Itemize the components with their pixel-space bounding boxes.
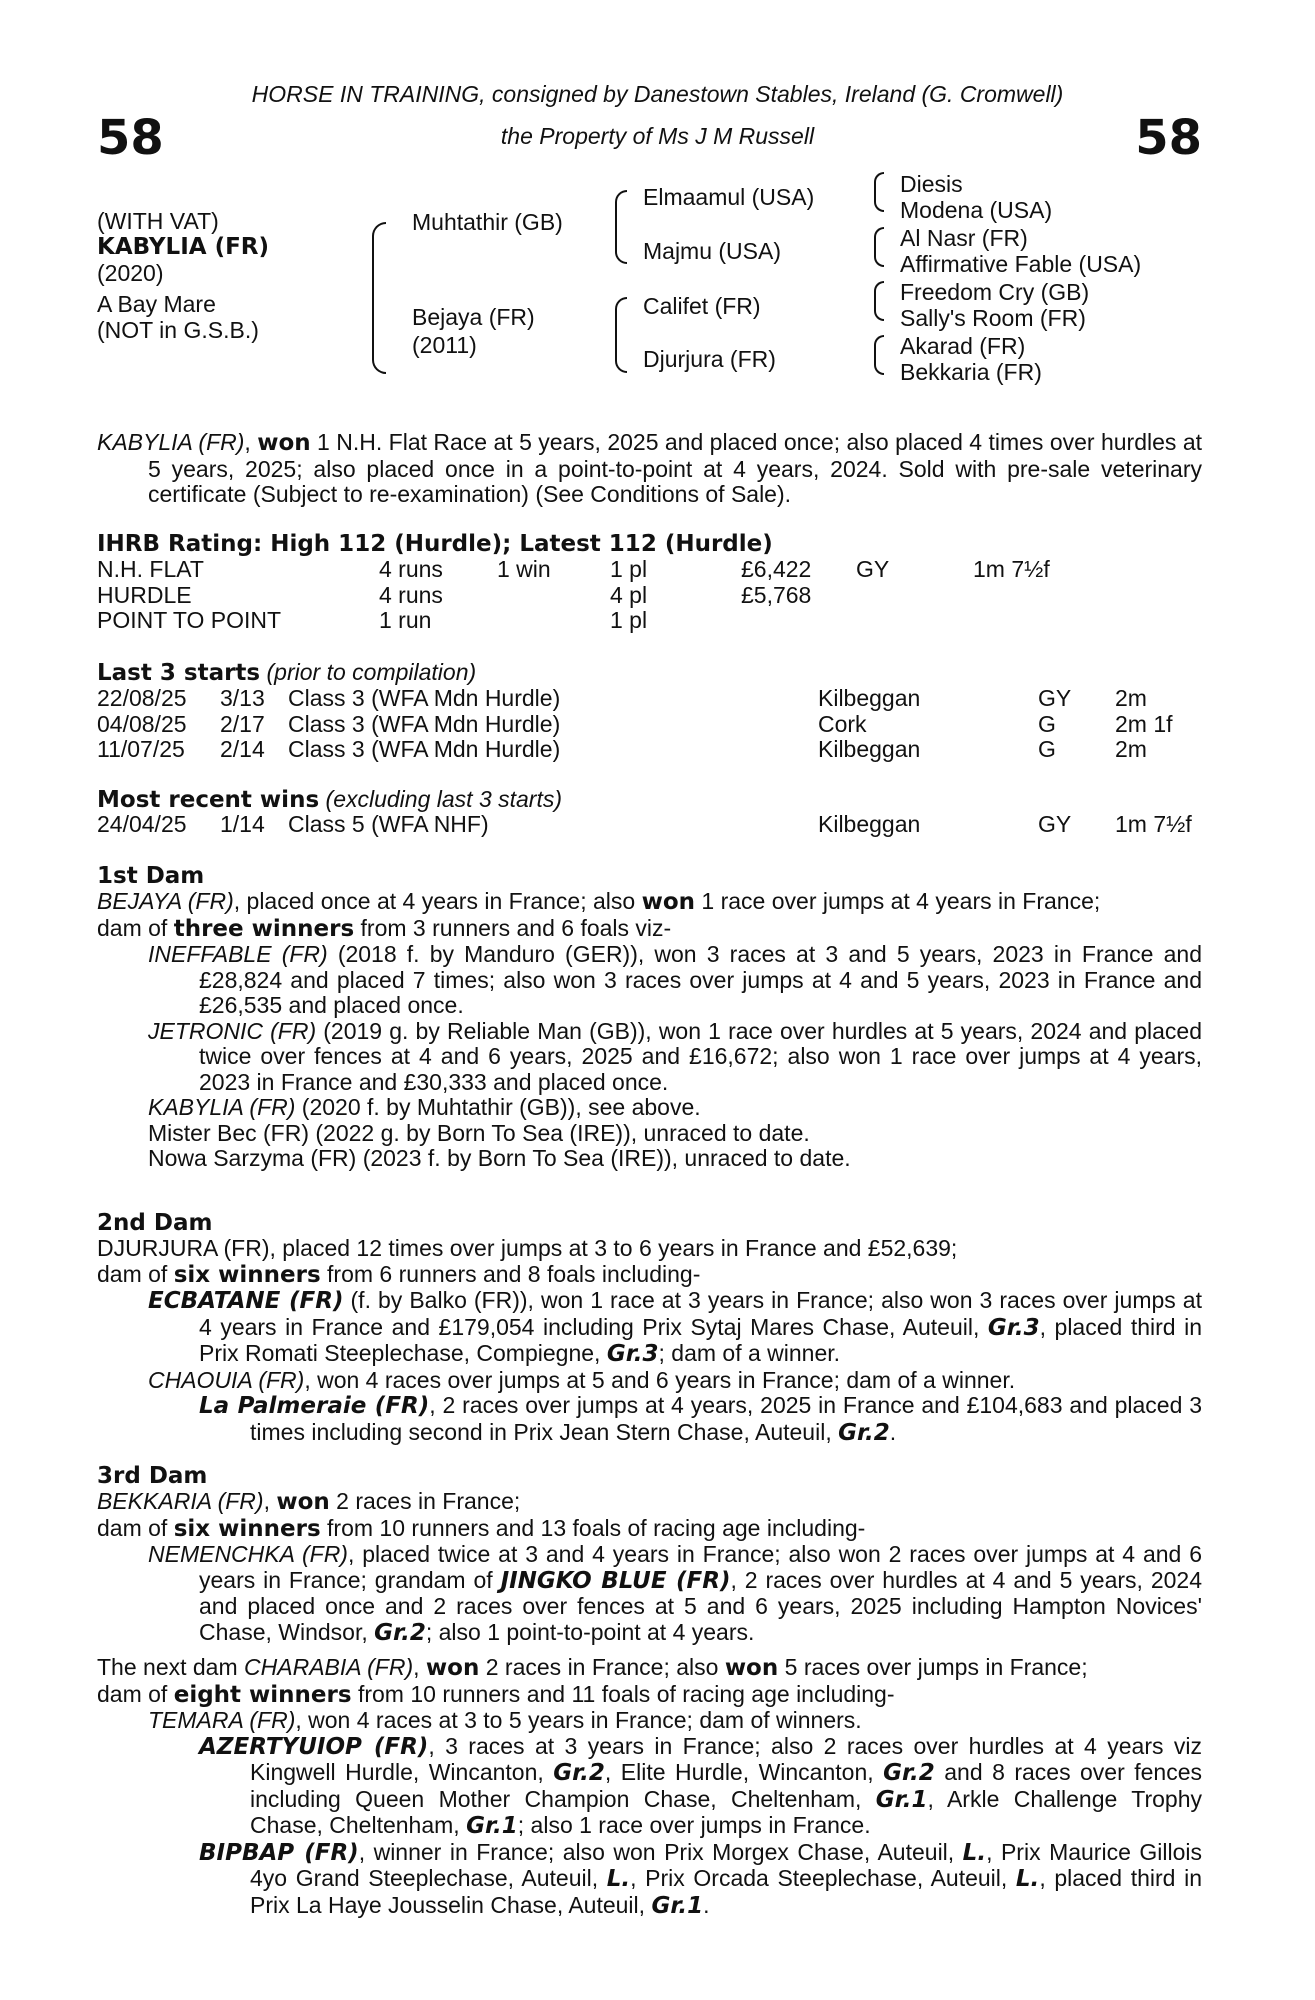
win-race: Class 5 (WFA NHF)	[288, 811, 489, 837]
grade-badge: Gr.1	[466, 1813, 518, 1839]
start-date: 11/07/25	[97, 736, 185, 762]
dam3-damof-2: from 10 runners and 13 foals of racing age including-	[320, 1514, 866, 1541]
pedigree-brace-gg1	[874, 172, 884, 212]
grade-badge: Gr.3	[606, 1341, 659, 1367]
ihrb-going: GY	[856, 556, 890, 582]
gg-affirmative-fable: Affirmative Fable (USA)	[900, 251, 1142, 277]
progeny-text: , winner in France; also won Prix Morgex Chase, Auteuil,	[358, 1838, 963, 1865]
dam1-intro-text-2: 1 race over jumps at 4 years in France;	[695, 888, 1101, 914]
progeny-name: INEFFABLE (FR)	[148, 941, 328, 967]
dam1-winners: three winners	[173, 915, 355, 942]
dam2-winners: six winners	[173, 1261, 321, 1288]
grade-badge: Gr.2	[374, 1619, 426, 1646]
ihrb-runs: 1 run	[379, 607, 432, 633]
dam1-heading: 1st Dam	[97, 863, 205, 889]
dam1-intro-text: , placed once at 4 years in France; also	[233, 888, 642, 914]
listed-badge: L.	[962, 1839, 987, 1866]
dam1-progeny-2	[148, 1019, 1202, 1096]
ihrb-runs: 4 runs	[379, 556, 443, 582]
dam2-damof-2: from 6 runners and 8 foals including-	[320, 1260, 701, 1287]
nextdam-won: won	[425, 1655, 480, 1681]
nextdam-section	[97, 1655, 1202, 1919]
progeny-name: NEMENCHKA (FR)	[148, 1541, 348, 1567]
recent-heading-line	[97, 787, 562, 814]
start-course: Kilbeggan	[818, 736, 921, 762]
dam2-section	[97, 1236, 1202, 1446]
nextdam-winners: eight winners	[173, 1681, 352, 1708]
progeny-text: (2019 g. by Reliable Man (GB)), won 1 race over hurdles at 5 years, 2024 and placed twice over fences at 4 and 6 years, 2025 and £16,672; also won 1 race over jumps at 4 years, 2023 in France and £30,333 and placed once.	[199, 1017, 1203, 1095]
win-date: 24/04/25	[97, 811, 187, 837]
progeny-text-5: ; also 1 race over jumps in France.	[517, 1812, 871, 1838]
start-position: 2/14	[220, 736, 265, 762]
dam1-progeny-1	[148, 942, 1202, 1019]
progeny-text: (2018 f. by Manduro (GER)), won 3 races at 3 and 5 years, 2023 in France and £28,824 and placed 7 times; also won 3 races over jumps at 4 and 5 years, 2023 in France and £26,535 and placed once.	[199, 941, 1202, 1018]
win-course: Kilbeggan	[818, 811, 921, 837]
nextdam-text: The next dam	[97, 1654, 245, 1680]
win-distance: 1m 7½f	[1115, 811, 1192, 837]
dam1-name: BEJAYA (FR)	[97, 888, 234, 914]
dam2-progeny-3	[148, 1393, 1202, 1446]
horse-description: A Bay Mare	[97, 291, 216, 317]
progeny-text-4: , placed third in Prix La Haye Jousselin Chase, Auteuil,	[250, 1865, 1202, 1918]
nextdam-text-4: 5 races over jumps in France;	[778, 1654, 1088, 1680]
horse-year: (2020)	[97, 260, 164, 286]
progeny-text: , 3 races at 3 years in France; also 2 races over hurdles at 4 years viz Kingwell Hurdle, Wincanton,	[250, 1732, 1202, 1785]
start-going: G	[1038, 710, 1056, 737]
ihrb-heading: IHRB Rating: High 112 (Hurdle); Latest 112 (Hurdle)	[97, 531, 773, 557]
progeny-name: AZERTYUIOP (FR)	[199, 1733, 429, 1760]
listed-badge: L.	[1015, 1866, 1040, 1892]
ihrb-type: N.H. FLAT	[97, 556, 204, 582]
nextdam-text-3: 2 races in France; also	[479, 1654, 725, 1680]
dam-sire: Califet (FR)	[643, 293, 761, 319]
gg-freedom-cry: Freedom Cry (GB)	[900, 279, 1090, 305]
dam3-section	[97, 1489, 1202, 1646]
progeny-text-2: , Prix Maurice Gillois 4yo Grand Steeplechase, Auteuil,	[250, 1838, 1202, 1891]
ihrb-wins: 1 win	[497, 556, 551, 582]
gg-akarad: Akarad (FR)	[900, 333, 1026, 359]
gg-sallys-room: Sally's Room (FR)	[900, 305, 1086, 331]
win-position: 1/14	[220, 811, 265, 837]
ihrb-money: £6,422	[741, 556, 812, 582]
ihrb-placed: 4 pl	[610, 581, 648, 608]
pedigree-brace-main	[372, 222, 386, 374]
dam1-won: won	[641, 889, 696, 915]
nextdam-progeny-3	[148, 1840, 1202, 1920]
ihrb-type: HURDLE	[97, 581, 192, 608]
grade-badge: Gr.3	[987, 1314, 1040, 1341]
dam3-name: BEKKARIA (FR)	[97, 1488, 264, 1514]
sire-dam: Majmu (USA)	[643, 238, 782, 264]
start-date: 22/08/25	[97, 685, 187, 711]
start-race: Class 3 (WFA Mdn Hurdle)	[288, 710, 561, 737]
ihrb-placed: 1 pl	[610, 556, 648, 582]
dam1-progeny-4: Mister Bec (FR) (2022 g. by Born To Sea (IRE)), unraced to date.	[148, 1119, 810, 1146]
progeny-text: (2020 f. by Muhtathir (GB)), see above.	[295, 1094, 701, 1120]
gsb-note: (NOT in G.S.B.)	[97, 317, 259, 343]
race-summary: KABYLIA (FR), won 1 N.H. Flat Race at 5 years, 2025 and placed once; also placed 4 times over hurdles at 5 years, 2025; also placed once in a point-to-point at 4 years, 2024. Sold with pre-sale veterinary certificate (Subject to re-examination) (See Conditions of Sale).	[97, 429, 1202, 507]
progeny-text-3: ; also 1 point-to-point at 4 years.	[425, 1618, 755, 1645]
progeny-text-5: .	[703, 1891, 710, 1918]
ihrb-money: £5,768	[741, 581, 812, 608]
dam3-intro-text: ,	[263, 1488, 277, 1514]
progeny-text: (f. by Balko (FR)), won 1 race at 3 years in France; also won 3 races over jumps at 4 years in France and £179,054 including Prix Sytaj Mares Chase, Auteuil,	[199, 1287, 1202, 1340]
pedigree-brace-gg2	[874, 227, 884, 267]
start-position: 3/13	[220, 685, 265, 711]
dam1-section	[97, 889, 1202, 1172]
progeny-text-3: , Prix Orcada Steeplechase, Auteuil,	[630, 1865, 1016, 1891]
start-going: G	[1038, 736, 1056, 762]
start-race: Class 3 (WFA Mdn Hurdle)	[288, 685, 561, 711]
progeny-text-3: and 8 races over fences including Queen Mother Champion Chase, Cheltenham,	[250, 1759, 1202, 1812]
grade-badge: Gr.1	[651, 1892, 704, 1919]
start-course: Cork	[818, 710, 867, 737]
dam2-damof: dam of	[97, 1260, 174, 1287]
progeny-text: , won 4 races at 3 to 5 years in France; dam of winners.	[295, 1707, 862, 1733]
last3-note: (prior to compilation)	[266, 659, 477, 685]
start-position: 2/17	[220, 710, 265, 737]
last3-heading-line	[97, 660, 476, 687]
listed-badge: L.	[606, 1866, 631, 1892]
dam3-heading: 3rd Dam	[97, 1463, 208, 1489]
progeny-name: BIPBAP (FR)	[199, 1839, 359, 1866]
vat-note: (WITH VAT)	[97, 208, 219, 234]
start-going: GY	[1038, 685, 1072, 711]
win-going: GY	[1038, 811, 1072, 837]
summary-won: won	[257, 430, 311, 456]
grade-badge: Gr.2	[553, 1760, 605, 1786]
progeny-name: ECBATANE (FR)	[148, 1288, 344, 1314]
dam2-progeny-1	[148, 1288, 1202, 1368]
ihrb-distance: 1m 7½f	[973, 556, 1050, 582]
ihrb-placed: 1 pl	[610, 607, 648, 633]
gg-modena: Modena (USA)	[900, 197, 1053, 223]
sire: Muhtathir (GB)	[412, 209, 563, 235]
dam-dam: Djurjura (FR)	[643, 346, 776, 372]
dam3-intro-text-2: 2 races in France;	[329, 1488, 521, 1514]
recent-heading: Most recent wins	[97, 787, 320, 813]
summary-horse-name: KABYLIA (FR)	[97, 429, 245, 455]
gg-diesis: Diesis	[900, 171, 963, 197]
pedigree-brace-dam	[615, 297, 627, 373]
last3-heading: Last 3 starts	[97, 660, 261, 686]
progeny-text-2: , Elite Hurdle, Wincanton,	[604, 1759, 884, 1785]
dam1-progeny-3	[148, 1095, 1202, 1121]
grade-badge: Gr.2	[883, 1760, 935, 1786]
dam-year: (2011)	[412, 332, 477, 358]
ihrb-type: POINT TO POINT	[97, 607, 282, 633]
recent-note: (excluding last 3 starts)	[325, 786, 563, 812]
progeny-text: , placed twice at 3 and 4 years in France; also won 2 races over jumps at 4 and 6 years in France; grandam of	[199, 1541, 1203, 1593]
progeny-text: , won 4 races over jumps at 5 and 6 years in France; dam of a winner.	[304, 1366, 1016, 1393]
start-distance: 2m	[1115, 736, 1147, 762]
nextdam-text-2: ,	[413, 1654, 426, 1680]
start-distance: 2m	[1115, 685, 1147, 711]
summary-text: 1 N.H. Flat Race at 5 years, 2025 and placed once; also placed 4 times over hurdles at 5 years, 2025; also placed once in a point-to-point at 4 years, 2024. Sold with pre-sale veterinary certificate (Subject to re-examination) (See Conditions of Sale).	[148, 429, 1202, 507]
nextdam-won-2: won	[724, 1655, 779, 1681]
ihrb-runs: 4 runs	[379, 581, 443, 608]
nextdam-damof: dam of	[97, 1680, 174, 1707]
property-line: the Property of Ms J M Russell	[500, 123, 815, 149]
pedigree-brace-sire	[615, 190, 627, 264]
dam1-damof-2: from 3 runners and 6 foals viz-	[354, 914, 672, 941]
lot-number-left: 58	[97, 110, 164, 166]
dam1-progeny-5: Nowa Sarzyma (FR) (2023 f. by Born To Sea (IRE)), unraced to date.	[148, 1145, 851, 1171]
dam2-heading: 2nd Dam	[97, 1210, 213, 1236]
progeny-grandchild: JINGKO BLUE (FR)	[500, 1567, 731, 1594]
dam3-progeny-1	[148, 1542, 1202, 1646]
lot-number-right: 58	[1135, 110, 1202, 166]
progeny-text-4: , Arkle Challenge Trophy Chase, Cheltenham,	[250, 1785, 1202, 1838]
nextdam-progeny-1	[148, 1708, 1202, 1734]
progeny-name: JETRONIC (FR)	[148, 1017, 317, 1044]
start-race: Class 3 (WFA Mdn Hurdle)	[288, 736, 561, 762]
pedigree-brace-gg3	[874, 281, 884, 321]
dam3-won: won	[276, 1489, 330, 1515]
dam2-intro: DJURJURA (FR), placed 12 times over jumps at 3 to 6 years in France and £52,639;	[97, 1235, 958, 1261]
dam2-progeny-2	[148, 1368, 1202, 1394]
progeny-name: KABYLIA (FR)	[148, 1094, 296, 1120]
sire-sire: Elmaamul (USA)	[643, 184, 815, 210]
gg-bekkaria: Bekkaria (FR)	[900, 359, 1042, 385]
dam: Bejaya (FR)	[412, 304, 535, 330]
progeny-text-2: , placed third in Prix Romati Steeplechase, Compiegne,	[199, 1313, 1203, 1366]
grade-badge: Gr.1	[875, 1786, 928, 1813]
progeny-name: TEMARA (FR)	[148, 1707, 296, 1733]
start-course: Kilbeggan	[818, 685, 921, 711]
progeny-text-2: , 2 races over hurdles at 4 and 5 years, 2024 and placed once and 2 races over fences at 5 and 6 years, 2025 including Hampton Novices' Chase, Windsor,	[199, 1566, 1202, 1645]
dam3-winners: six winners	[173, 1515, 321, 1542]
gg-al-nasr: Al Nasr (FR)	[900, 225, 1028, 251]
start-distance: 2m 1f	[1115, 710, 1173, 737]
progeny-text-3: ; dam of a winner.	[658, 1340, 841, 1366]
progeny-name: La Palmeraie (FR)	[199, 1393, 430, 1419]
start-date: 04/08/25	[97, 710, 187, 737]
horse-name: KABYLIA (FR)	[97, 234, 270, 260]
dam3-damof: dam of	[97, 1514, 174, 1541]
progeny-text: , 2 races over jumps at 4 years, 2025 in France and £104,683 and placed 3 times including second in Prix Jean Stern Chase, Auteuil,	[250, 1392, 1203, 1445]
grade-badge: Gr.2	[838, 1419, 890, 1446]
consignor-line: HORSE IN TRAINING, consigned by Danestown Stables, Ireland (G. Cromwell)	[251, 81, 1064, 107]
pedigree-brace-gg4	[874, 335, 884, 375]
progeny-text-2: .	[889, 1418, 897, 1445]
nextdam-progeny-2	[148, 1734, 1202, 1840]
nextdam-damof-2: from 10 runners and 11 foals of racing age including-	[351, 1680, 895, 1707]
nextdam-name: CHARABIA (FR)	[244, 1654, 414, 1680]
dam1-damof: dam of	[97, 914, 174, 941]
progeny-name: CHAOUIA (FR)	[148, 1366, 305, 1393]
